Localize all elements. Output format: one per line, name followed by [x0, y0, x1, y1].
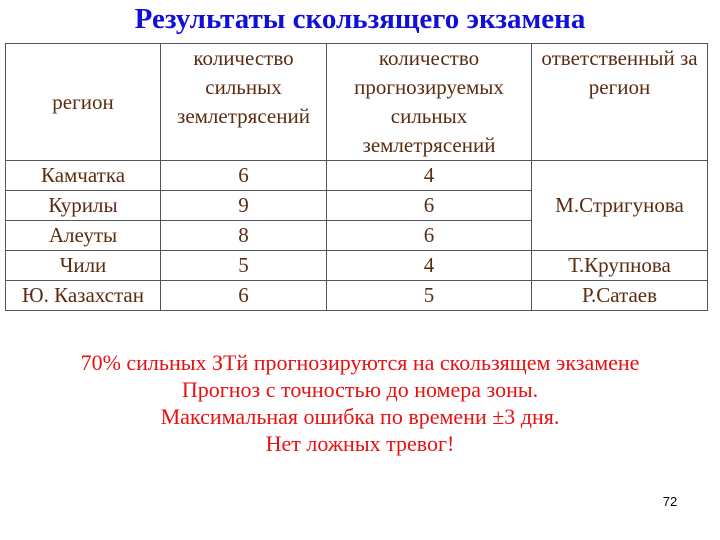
- cell-forecast-count: 6: [327, 191, 532, 221]
- page-number: 72: [662, 494, 678, 509]
- header-forecast-count: количество прогнозируемых сильных землетрясений: [327, 44, 532, 161]
- cell-strong-count: 9: [161, 191, 327, 221]
- header-responsible: ответственный за регион: [532, 44, 708, 161]
- cell-responsible: Р.Сатаев: [532, 281, 708, 311]
- cell-region: Алеуты: [6, 221, 161, 251]
- results-table: [5, 43, 708, 311]
- cell-forecast-count: 4: [327, 161, 532, 191]
- summary-line: Прогноз с точностью до номера зоны.: [181, 377, 539, 402]
- summary-text: [0, 349, 720, 457]
- cell-strong-count: 8: [161, 221, 327, 251]
- cell-strong-count: 6: [161, 161, 327, 191]
- cell-region: Ю. Казахстан: [6, 281, 161, 311]
- summary-line: Нет ложных тревог!: [265, 431, 455, 456]
- cell-region: Курилы: [6, 191, 161, 221]
- slide-title: Результаты скользящего экзамена: [134, 3, 586, 35]
- cell-strong-count: 5: [161, 251, 327, 281]
- cell-strong-count: 6: [161, 281, 327, 311]
- cell-region: Чили: [6, 251, 161, 281]
- header-strong-count: количество сильных землетрясений: [161, 44, 327, 161]
- table-row: [6, 161, 708, 191]
- cell-forecast-count: 6: [327, 221, 532, 251]
- cell-forecast-count: 5: [327, 281, 532, 311]
- table-row: [6, 251, 708, 281]
- table-header-row: [6, 44, 708, 161]
- cell-responsible: Т.Крупнова: [532, 251, 708, 281]
- cell-forecast-count: 4: [327, 251, 532, 281]
- cell-region: Камчатка: [6, 161, 161, 191]
- table-row: [6, 281, 708, 311]
- summary-line: 70% сильных ЗТй прогнозируются на скользящем экзамене: [80, 350, 640, 375]
- summary-line: Максимальная ошибка по времени ±3 дня.: [160, 404, 560, 429]
- header-region: регион: [6, 44, 161, 161]
- cell-responsible: М.Стригунова: [532, 161, 708, 251]
